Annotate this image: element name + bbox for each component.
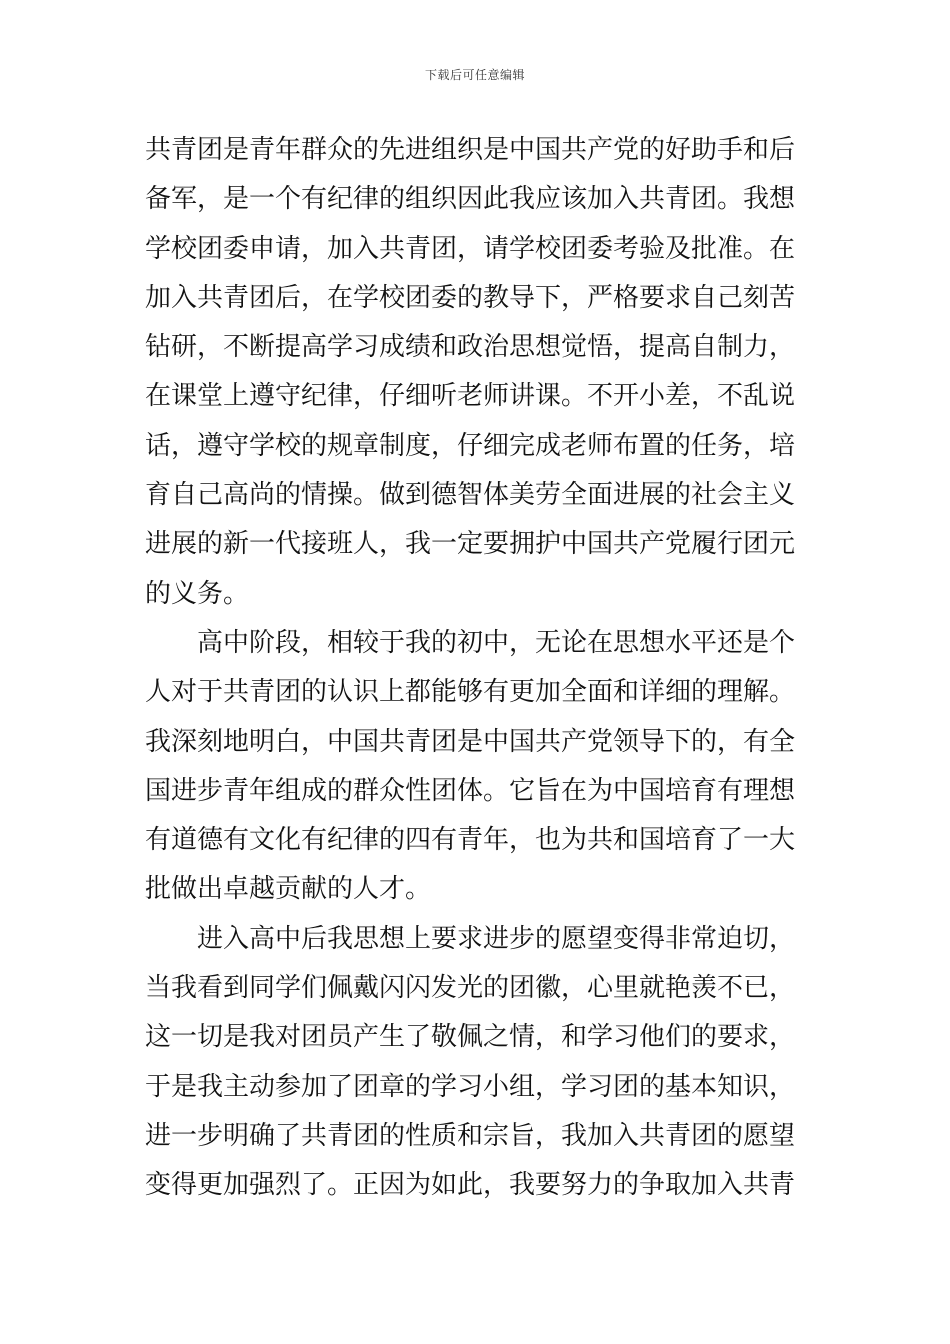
text-line: 批做出卓越贡献的人才。 — [145, 874, 432, 905]
text-line: 加入共青团后，在学校团委的教导下，严格要求自己刻苦 — [145, 282, 796, 313]
text-line: 当我看到同学们佩戴闪闪发光的团徽，心里就艳羡不已， — [145, 973, 796, 1004]
text-line: 变得更加强烈了。正因为如此，我要努力的争取加入共青 — [145, 1170, 796, 1201]
text-line: 育自己高尚的情操。做到德智体美劳全面进展的社会主义 — [145, 480, 796, 511]
text-line: 钻研，不断提高学习成绩和政治思想觉悟，提高自制力， — [145, 332, 796, 363]
text-line: 进入高中后我思想上要求进步的愿望变得非常迫切， — [197, 923, 796, 954]
document-body — [145, 126, 809, 1211]
text-line: 进一步明确了共青团的性质和宗旨，我加入共青团的愿望 — [145, 1120, 796, 1151]
text-line: 这一切是我对团员产生了敬佩之情，和学习他们的要求， — [145, 1022, 796, 1053]
text-line: 在课堂上遵守纪律，仔细听老师讲课。不开小差，不乱说 — [145, 381, 796, 412]
page-header: 下载后可任意编辑 — [424, 68, 525, 82]
text-line: 备军，是一个有纪律的组织因此我应该加入共青团。我想 — [145, 184, 796, 215]
text-line: 共青团是青年群众的先进组织是中国共产党的好助手和后 — [145, 135, 796, 165]
text-line: 的义务。 — [145, 578, 250, 609]
text-line: 我深刻地明白，中国共青团是中国共产党领导下的，有全 — [145, 726, 796, 757]
text-line: 国进步青年组成的群众性团体。它旨在为中国培育有理想 — [145, 775, 796, 806]
text-line: 于是我主动参加了团章的学习小组，学习团的基本知识， — [145, 1071, 796, 1102]
text-line: 人对于共青团的认识上都能够有更加全面和详细的理解。 — [145, 677, 796, 708]
text-line: 高中阶段，相较于我的初中，无论在思想水平还是个 — [197, 627, 796, 658]
text-line: 话，遵守学校的规章制度，仔细完成老师布置的任务，培 — [145, 430, 796, 461]
text-line: 有道德有文化有纪律的四有青年，也为共和国培育了一大 — [145, 825, 796, 856]
text-line: 进展的新一代接班人，我一定要拥护中国共产党履行团元 — [145, 529, 796, 560]
text-line: 学校团委申请，加入共青团，请学校团委考验及批准。在 — [145, 233, 796, 264]
